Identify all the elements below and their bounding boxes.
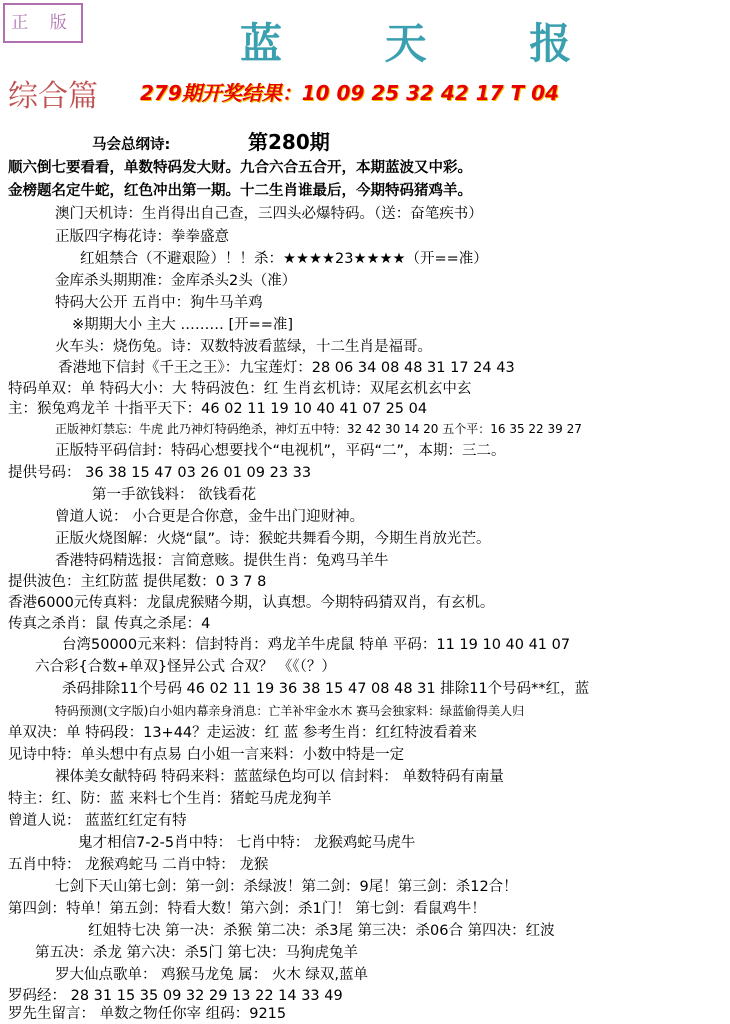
text-line: 正版四字梅花诗：拳拳盛意 (55, 229, 229, 245)
poem-heading: 马会总纲诗: (92, 137, 171, 153)
text-line: 正版神灯禁忘：牛虎 此乃神灯特码绝杀，神灯五中特：32 42 30 14 20 五个平：16 35 22 39 27 (55, 422, 582, 436)
issue-number: 第280期 (248, 130, 330, 154)
text-line: 香港地下信封《千王之王》：九宝莲灯：28 06 34 08 48 31 17 24 43 (58, 360, 515, 376)
text-line: 澳门天机诗：生肖得出自己查，三四头必爆特码。（送：奋笔疾书） (55, 206, 483, 222)
poem-line: 顺六倒七要看看，单数特码发大财。九合六合五合开，本期蓝波又中彩。 (8, 160, 472, 176)
text-line: 红姐特七决 第一决：杀猴 第二决：杀3尾 第三决：杀06合 第四决：红波 (88, 923, 555, 939)
page-title: 蓝 天 报 (240, 19, 616, 68)
text-line: 传真之杀肖：鼠 传真之杀尾：4 (8, 616, 211, 632)
text-line: 裸体美女献特码 特码来料：蓝蓝绿色均可以 信封料： 单数特码有南量 (55, 769, 504, 785)
text-line: 第一手欲钱料： 欲钱看花 (92, 487, 257, 503)
text-line: 香港6000元传真料：龙鼠虎猴赌今期，认真想。今期特码猜双肖，有玄机。 (8, 595, 495, 611)
text-line: 罗先生留言： 单数之物任你宰 组码：9215 (8, 1006, 287, 1022)
text-line: 红姐禁合（不避艰险）！！杀：★★★★23★★★★（开==准） (80, 251, 488, 267)
genuine-stamp: 正 版 (3, 3, 83, 43)
text-line: 火车头：烧伤兔。诗：双数特波看蓝绿，十二生肖是福哥。 (55, 339, 432, 355)
poem-line: 金榜题名定牛蛇，红色冲出第一期。十二生肖谁最后，今期特码猪鸡羊。 (8, 183, 472, 199)
text-line: 鬼才相信7-2-5肖中特： 七肖中特： 龙猴鸡蛇马虎牛 (78, 835, 416, 851)
text-line: 正版火烧图解：火烧“鼠”。诗：猴蛇共舞看今期，今期生肖放光芒。 (55, 531, 491, 547)
text-line: 特码单双：单 特码大小：大 特码波色：红 生肖玄机诗：双尾玄机玄中玄 (8, 381, 472, 397)
text-line: 罗码经： 28 31 15 35 09 32 29 13 22 14 33 49 (8, 988, 343, 1004)
text-line: 提供号码： 36 38 15 47 03 26 01 09 23 33 (8, 465, 312, 481)
text-line: 七剑下天山第七剑：第一剑：杀绿波！第二剑：9尾！第三剑：杀12合！ (55, 879, 518, 895)
text-line: 见诗中特：单头想中有点易 白小姐一言来料：小数中特是一定 (8, 747, 405, 763)
text-line: 曾道人说： 蓝蓝红红定有特 (8, 813, 187, 829)
previous-draw-result: 279期开奖结果：10 09 25 32 42 17 T 04 (140, 81, 559, 105)
text-line: 金库杀头期期准：金库杀头2头（准） (55, 273, 297, 289)
text-line: 主：猴兔鸡龙羊 十指平天下：46 02 11 19 10 40 41 07 25 04 (8, 401, 428, 417)
text-line: 杀码排除11个号码 46 02 11 19 36 38 15 47 08 48 31 排除11个号码**红，蓝 (62, 681, 590, 697)
text-line: 第五决：杀龙 第六决：杀5门 第七决：马狗虎兔羊 (35, 945, 358, 961)
text-line: 罗大仙点歌单： 鸡猴马龙兔 属： 火木 绿双,蓝单 (55, 967, 369, 983)
text-line: 第四剑：特单！第五剑：特看大数！第六剑：杀1门！ 第七剑：看鼠鸡牛！ (8, 901, 486, 917)
text-line: 曾道人说： 小合更是合你意，金牛出门迎财神。 (55, 509, 365, 525)
text-line: ※期期大小 主大 ……… [开==准] (72, 317, 294, 333)
text-line: 五肖中特： 龙猴鸡蛇马 二肖中特： 龙猴 (8, 857, 269, 873)
text-line: 六合彩{合数+单双}怪异公式 合双？ 《《（？） (35, 659, 336, 675)
text-line: 单双决：单 特码段：13+44？走运波：红 蓝 参考生肖：红红特波看着来 (8, 725, 477, 741)
section-heading: 综合篇 (8, 79, 98, 114)
text-line: 特码大公开 五肖中：狗牛马羊鸡 (55, 295, 263, 311)
text-line: 正版特平码信封：特码心想要找个“电视机”，平码“二”，本期：三二。 (55, 443, 506, 459)
text-line: 特主：红、防：蓝 来料七个生肖：猪蛇马虎龙狗羊 (8, 791, 332, 807)
text-line: 台湾50000元来料：信封特肖：鸡龙羊牛虎鼠 特单 平码：11 19 10 40 41 07 (62, 637, 571, 653)
text-line: 提供波色：主红防蓝 提供尾数：0 3 7 8 (8, 574, 267, 590)
text-line: 香港特码精选报：言简意赅。提供生肖：兔鸡马羊牛 (55, 553, 389, 569)
text-line: 特码预测(文字版)白小姐内幕亲身消息：亡羊补牢金水木 赛马会独家料：绿蓝偷得美人归 (55, 704, 525, 718)
